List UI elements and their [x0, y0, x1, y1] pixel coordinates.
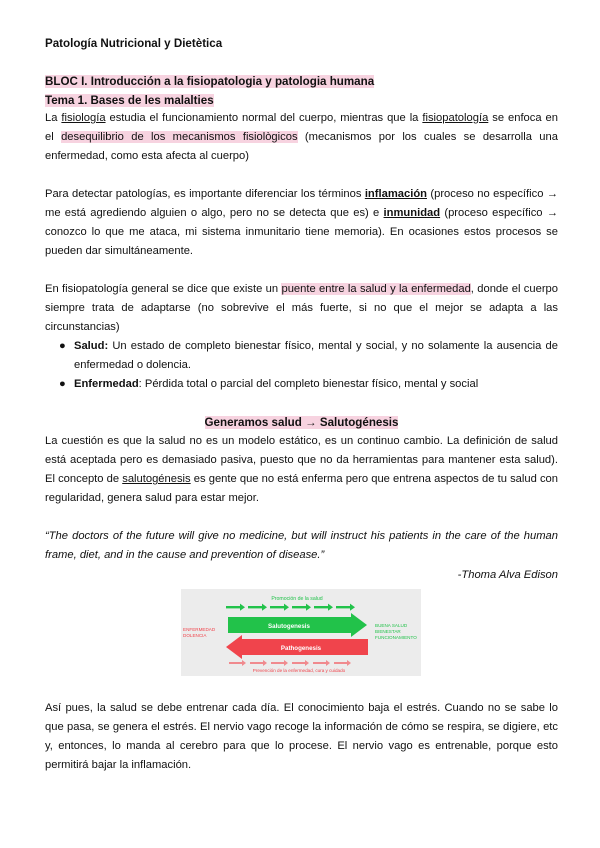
dolencia-label: DOLENCIA: [183, 633, 207, 638]
paragraph-inflamacion-inmunidad: [45, 185, 558, 261]
edison-quote: “The doctors of the future will give no medicine, but will instruct his patients in the care of the human frame, diet, and in the cause and prevention of disease.”: [45, 530, 558, 561]
funcionamiento-label: FUNCIONAMIENTO: [375, 635, 417, 640]
definition-text: Un estado de completo bienestar físico, mental y social, y no solamente la ausencia de enfermedad o dolencia.: [74, 340, 558, 371]
prevencion-label: Prevención de la enfermedad, cura y cuidado: [252, 668, 346, 673]
section-heading-text: Generamos salud → Salutogénesis: [204, 416, 399, 429]
text-run: , donde el cuerpo siempre trata de adaptarse (no sobrevive el más fuerte, si no que el mejor se adapta a las circunstancias): [45, 283, 558, 333]
salutogenesis-label: Salutogenesis: [268, 623, 310, 630]
enfermedad-label: ENFERMEDAD: [183, 627, 216, 632]
text-run: La cuestión es que la salud no es un modelo estático, es un continuo cambio. La definición de salud está aceptada pero es demasiado pasiva, puesto que no da herramientas para mantener esta salud). El concepto de: [45, 435, 558, 485]
text-run: (proceso específico → conozco lo que me ataca, mi sistema inmunitario tiene memoria). En ocasiones estos procesos se pueden dar simultáneamente.: [45, 207, 558, 257]
list-item-enfermedad: [45, 375, 558, 394]
small-green-arrows: [226, 604, 355, 611]
tema-title: [45, 91, 214, 110]
text-run: se enfoca en el: [45, 112, 558, 143]
salutogenesis-diagram: [181, 589, 421, 676]
bullet-icon: ●: [59, 378, 66, 390]
term-salud: Salud:: [74, 340, 109, 352]
list-item-salud: [45, 337, 558, 375]
tema-title-text: Tema 1. Bases de les malalties: [45, 94, 214, 107]
pathogenesis-label: Pathogenesis: [280, 645, 322, 652]
text-run: La: [45, 112, 62, 124]
paragraph-puente: [45, 280, 558, 337]
text-run: (proceso no específico → me está agrediendo alguien o algo, pero no se detecta que es) e: [45, 188, 558, 219]
bloc-title: [45, 72, 374, 91]
promocion-label: Promoción de la salud: [271, 596, 323, 602]
text-run: En fisiopatología general se dice que existe un: [45, 283, 282, 295]
small-red-arrows: [229, 660, 351, 666]
bullet-icon: ●: [59, 340, 66, 352]
text-run: estudia el funcionamiento normal del cuerpo, mientras que la: [105, 112, 423, 124]
section-heading: [45, 413, 558, 432]
definition-text: : Pérdida total o parcial del completo bienestar físico, mental y social: [138, 378, 479, 390]
document-title: Patología Nutricional y Dietètica: [45, 37, 223, 50]
text-run: es gente que no está enferma pero que entrena aspectos de tu salud con regularidad, genera salud para estar mejor.: [45, 473, 558, 504]
term-inflamacion: inflamación: [364, 188, 427, 200]
paragraph-fisiologia: [45, 109, 558, 166]
bienestar-label: BIENESTAR: [375, 629, 401, 634]
highlight-puente: puente entre la salud y la enfermedad: [281, 283, 471, 295]
bloc-title-text: BLOC I. Introducción a la fisiopatologia y patologia humana: [45, 75, 375, 88]
term-fisiopatologia: fisiopatología: [422, 112, 489, 124]
highlight-desequilibrio: desequilibrio de los mecanismos fisiològicos: [61, 131, 298, 143]
term-fisiologia: fisiología: [61, 112, 106, 124]
term-salutogenesis: salutogénesis: [122, 473, 191, 485]
text-run: Para detectar patologías, es importante diferenciar los términos: [45, 188, 365, 200]
buena-salud-label: BUENA SALUD: [375, 623, 408, 628]
term-inmunidad: inmunidad: [383, 207, 441, 219]
definitions-list: [45, 337, 558, 394]
quote-author: -Thoma Alva Edison: [457, 569, 558, 581]
term-enfermedad: Enfermedad: [74, 378, 139, 390]
paragraph-salutogenesis: [45, 432, 558, 508]
text-run: (mecanismos por los cuales se desarrolla una enfermedad, como esta afecta al cuerpo): [45, 131, 558, 162]
paragraph-nervio-vago: Así pues, la salud se debe entrenar cada día. El conocimiento baja el estrés. Cuando no se sabe lo que pasa, se genera el estrés. El nervio vago recoge la información de cómo se respira, se digiere, etc y, entonces, lo manda al cerebro para que lo procese. El nervio vago es entrenable, porque esto permitirá bajar la inflamación.: [45, 702, 558, 771]
salutogenesis-diagram-svg: [181, 589, 421, 676]
